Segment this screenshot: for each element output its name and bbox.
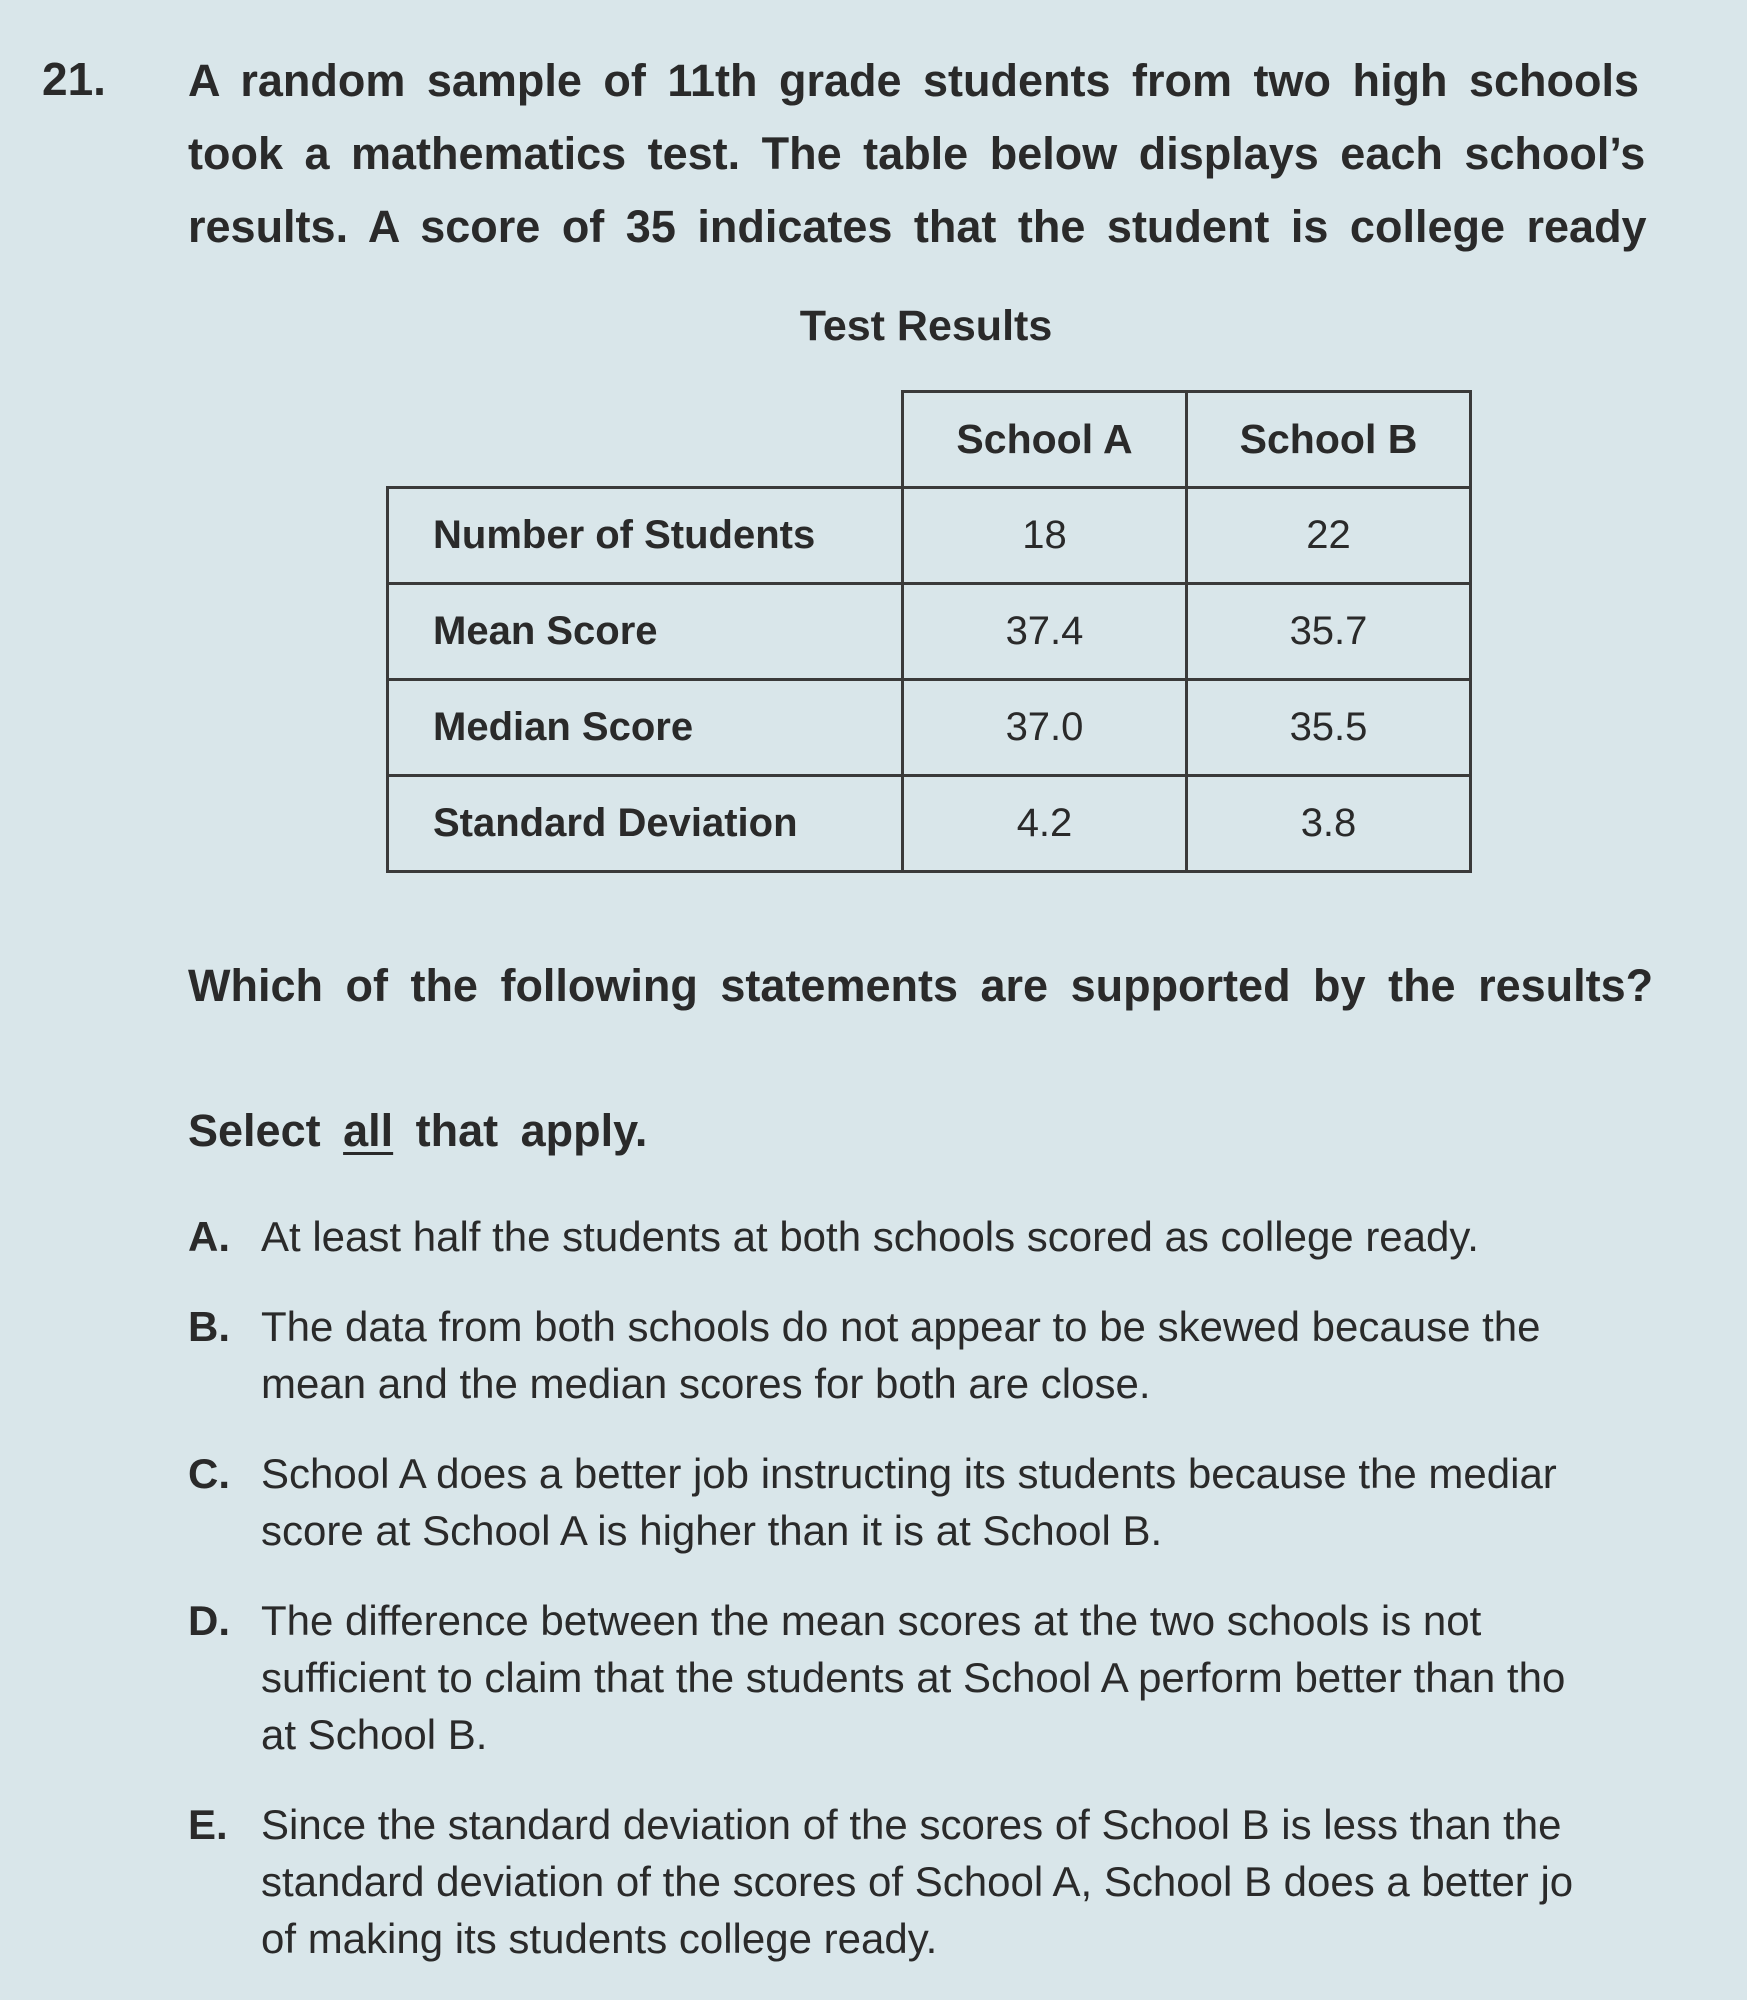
question-stem — [188, 44, 1747, 263]
results-table — [386, 390, 1472, 873]
cell-school-a: 4.2 — [903, 776, 1187, 872]
choice-text-line: of making its students college ready. — [261, 1915, 938, 1962]
cell-school-a: 37.0 — [903, 680, 1187, 776]
choice-letter: B. — [188, 1303, 230, 1350]
row-label-median-score: Median Score — [388, 680, 903, 776]
choice-letter: C. — [188, 1450, 230, 1497]
choice-text-line: mean and the median scores for both are close. — [261, 1360, 1151, 1407]
stem-line: results. A score of 35 indicates that the student is college ready — [188, 201, 1647, 252]
choice-c[interactable] — [188, 1445, 1747, 1559]
cell-school-b: 3.8 — [1187, 776, 1471, 872]
choice-text-line: The difference between the mean scores at the two schools is not — [261, 1597, 1482, 1644]
cell-school-b: 22 — [1187, 488, 1471, 584]
instruction-underlined: all — [343, 1105, 394, 1156]
row-label-standard-deviation: Standard Deviation — [388, 776, 903, 872]
stem-line: took a mathematics test. The table below displays each school’s — [188, 128, 1646, 179]
table-row — [388, 776, 1471, 872]
instruction-before: Select — [188, 1105, 344, 1156]
row-label-number-of-students: Number of Students — [388, 488, 903, 584]
choice-d[interactable] — [188, 1592, 1747, 1763]
table-row — [388, 680, 1471, 776]
choice-text-line: standard deviation of the scores of School A, School B does a better jo — [261, 1858, 1574, 1905]
choice-text-line: Since the standard deviation of the scores of School B is less than the — [261, 1801, 1562, 1848]
table-corner — [388, 392, 903, 488]
instruction-after: that apply. — [393, 1105, 648, 1156]
table-row — [388, 488, 1471, 584]
answer-choices — [188, 1208, 1747, 2000]
column-header-school-a: School A — [903, 392, 1187, 488]
cell-school-a: 18 — [903, 488, 1187, 584]
choice-text-line: sufficient to claim that the students at School A perform better than tho — [261, 1654, 1566, 1701]
choice-text-line: The data from both schools do not appear to be skewed because the — [261, 1303, 1541, 1350]
choice-a[interactable] — [188, 1208, 1747, 1265]
choice-text-line: School A does a better job instructing its students because the mediar — [261, 1450, 1557, 1497]
choice-e[interactable] — [188, 1796, 1747, 1967]
cell-school-b: 35.5 — [1187, 680, 1471, 776]
column-header-school-b: School B — [1187, 392, 1471, 488]
choice-text-line: score at School A is higher than it is at School B. — [261, 1507, 1163, 1554]
table-title: Test Results — [799, 302, 1053, 350]
table-header-row — [388, 392, 1471, 488]
row-label-mean-score: Mean Score — [388, 584, 903, 680]
choice-text-line: at School B. — [261, 1711, 488, 1758]
choice-text-line: At least half the students at both schools scored as college ready. — [261, 1213, 1479, 1260]
choice-letter: A. — [188, 1213, 230, 1260]
cell-school-a: 37.4 — [903, 584, 1187, 680]
question-number: 21. — [42, 53, 106, 105]
choice-letter: D. — [188, 1597, 230, 1644]
stem-line: A random sample of 11th grade students from two high schools — [188, 55, 1640, 106]
choice-letter: E. — [188, 1801, 228, 1848]
cell-school-b: 35.7 — [1187, 584, 1471, 680]
instruction — [188, 1105, 647, 1157]
choice-b[interactable] — [188, 1298, 1747, 1412]
table-row — [388, 584, 1471, 680]
question-prompt: Which of the following statements are supported by the results? — [188, 960, 1654, 1011]
